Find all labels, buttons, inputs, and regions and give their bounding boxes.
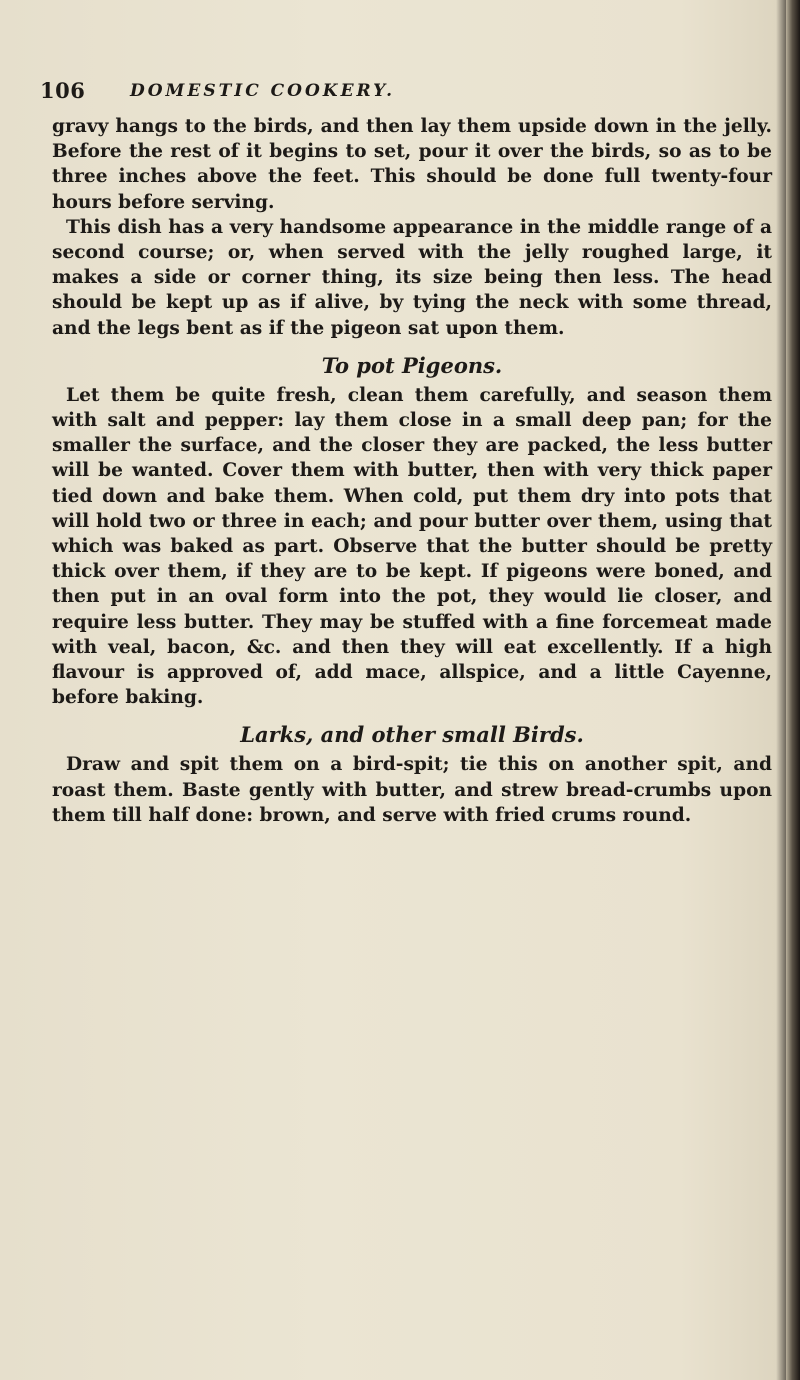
running-head: DOMESTIC COOKERY. <box>130 81 396 101</box>
recipe-heading-pot-pigeons: To pot Pigeons. <box>321 352 503 378</box>
paragraph-pot-pigeons: Let them be quite fresh, clean them carefully, and season them with salt and pepper: lay them close in a small deep pan; for the smaller the surface, and the closer they are packed, the less butter will be wanted. Cover them with butter, then with very thick paper tied down and bake them. When cold, put them dry into pots that will hold two or three in each; and pour butter over them, using that which was baked as part. Observe that the butter should be pretty thick over them, if they are to be kept. If pigeons were boned, and then put in an oval form into the pot, they would lie closer, and require less butter. They may be stuffed with a fine forcemeat made with veal, bacon, &c. and then they will eat excellently. If a high flavour is approved of, add mace, allspice, and a little Cayenne, before baking. <box>52 384 772 709</box>
page-body <box>52 114 772 828</box>
page-header <box>40 78 740 112</box>
page-number: 106 <box>40 78 86 103</box>
book-spine-edge <box>786 0 800 1380</box>
paragraph-gravy-continuation: gravy hangs to the birds, and then lay them upside down in the jelly. Before the rest of it begins to set, pour it over the birds, so as to be three inches above the feet. This should be done full twenty-four hours before serving. <box>52 116 772 213</box>
recipe-heading-larks: Larks, and other small Birds. <box>240 722 584 748</box>
paragraph-dish-appearance: This dish has a very handsome appearance in the middle range of a second course; or, when served with the jelly roughed large, it makes a side or corner thing, its size being then less. The head should be kept up as if alive, by tying the neck with some thread, and the legs bent as if the pigeon sat upon them. <box>52 216 772 339</box>
paragraph-larks: Draw and spit them on a bird-spit; tie this on another spit, and roast them. Baste gently with butter, and strew bread-crumbs upon them till half done: brown, and serve with fried crums round. <box>52 754 772 826</box>
